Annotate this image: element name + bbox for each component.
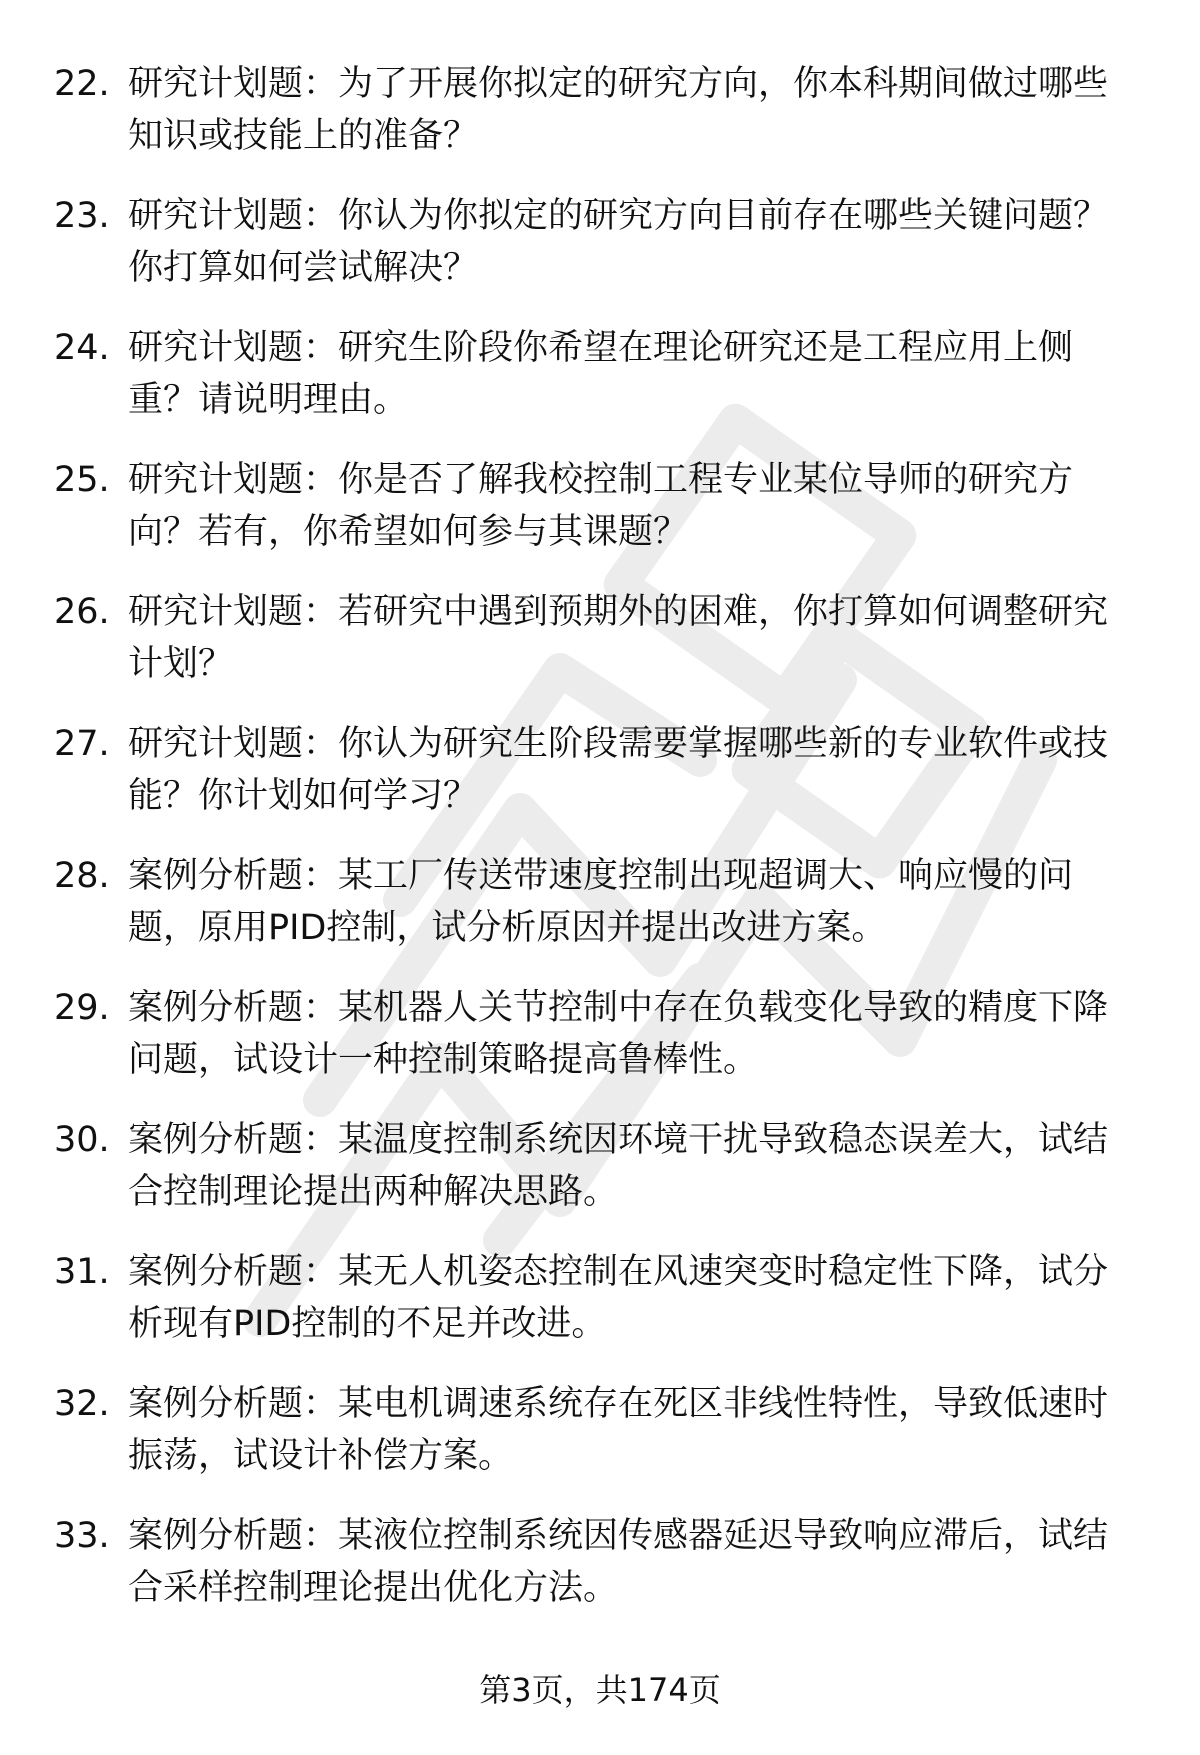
question-line: 知识或技能上的准备？: [128, 116, 479, 156]
list-item: [0, 718, 1200, 850]
question-line: 计划？: [128, 644, 234, 684]
question-line: 向？若有，你希望如何参与其课题？: [128, 512, 689, 552]
question-text: [128, 190, 1148, 294]
question-line: 研究计划题：你认为研究生阶段需要掌握哪些新的专业软件或技: [128, 724, 1109, 764]
question-text: [128, 1246, 1148, 1350]
question-number: 22.: [54, 64, 110, 104]
question-text: [128, 586, 1148, 690]
list-item: [0, 1246, 1200, 1378]
question-line: 能？你计划如何学习？: [128, 776, 479, 816]
question-line: 案例分析题：某温度控制系统因环境干扰导致稳态误差大，试结: [128, 1120, 1109, 1160]
question-text: [128, 982, 1148, 1086]
list-item: [0, 190, 1200, 322]
question-line: 案例分析题：某工厂传送带速度控制出现超调大、响应慢的问: [128, 856, 1074, 896]
question-line: 合采样控制理论提出优化方法。: [128, 1568, 619, 1608]
question-number: 30.: [54, 1120, 110, 1160]
question-number: 26.: [54, 592, 110, 632]
question-line: 研究计划题：若研究中遇到预期外的困难，你打算如何调整研究: [128, 592, 1109, 632]
question-line: 案例分析题：某电机调速系统存在死区非线性特性，导致低速时: [128, 1384, 1109, 1424]
question-line: 案例分析题：某机器人关节控制中存在负载变化导致的精度下降: [128, 988, 1109, 1028]
question-text: [128, 1510, 1148, 1614]
question-line: 案例分析题：某液位控制系统因传感器延迟导致响应滞后，试结: [128, 1516, 1109, 1556]
question-text: [128, 454, 1148, 558]
question-number: 32.: [54, 1384, 110, 1424]
list-item: [0, 454, 1200, 586]
question-number: 29.: [54, 988, 110, 1028]
question-line: 研究计划题：为了开展你拟定的研究方向，你本科期间做过哪些: [128, 64, 1109, 104]
question-number: 24.: [54, 328, 110, 368]
question-text: [128, 1378, 1148, 1482]
question-line: 案例分析题：某无人机姿态控制在风速突变时稳定性下降，试分: [128, 1252, 1109, 1292]
list-item: [0, 586, 1200, 718]
question-line: 重？请说明理由。: [128, 380, 409, 420]
list-item: [0, 58, 1200, 190]
question-line: 研究计划题：你认为你拟定的研究方向目前存在哪些关键问题？: [128, 196, 1109, 236]
question-number: 23.: [54, 196, 110, 236]
list-item: [0, 1510, 1200, 1642]
list-item: [0, 850, 1200, 982]
question-number: 25.: [54, 460, 110, 500]
list-item: [0, 982, 1200, 1114]
list-item: [0, 1378, 1200, 1510]
list-item: [0, 322, 1200, 454]
question-text: [128, 322, 1148, 426]
question-line: 研究计划题：你是否了解我校控制工程专业某位导师的研究方: [128, 460, 1074, 500]
question-text: [128, 58, 1148, 162]
question-number: 28.: [54, 856, 110, 896]
question-line: 你打算如何尝试解决？: [128, 248, 479, 288]
page-number-footer: 第3页，共174页: [479, 1671, 721, 1709]
question-text: [128, 1114, 1148, 1218]
question-line: 析现有PID控制的不足并改进。: [128, 1304, 607, 1344]
question-text: [128, 850, 1148, 954]
list-item: [0, 1114, 1200, 1246]
question-line: 题，原用PID控制，试分析原因并提出改进方案。: [128, 908, 887, 948]
question-line: 研究计划题：研究生阶段你希望在理论研究还是工程应用上侧: [128, 328, 1074, 368]
question-line: 问题，试设计一种控制策略提高鲁棒性。: [128, 1040, 759, 1080]
question-number: 33.: [54, 1516, 110, 1556]
question-list: [0, 58, 1200, 1642]
question-number: 31.: [54, 1252, 110, 1292]
question-line: 合控制理论提出两种解决思路。: [128, 1172, 619, 1212]
question-number: 27.: [54, 724, 110, 764]
question-line: 振荡，试设计补偿方案。: [128, 1436, 514, 1476]
question-text: [128, 718, 1148, 822]
